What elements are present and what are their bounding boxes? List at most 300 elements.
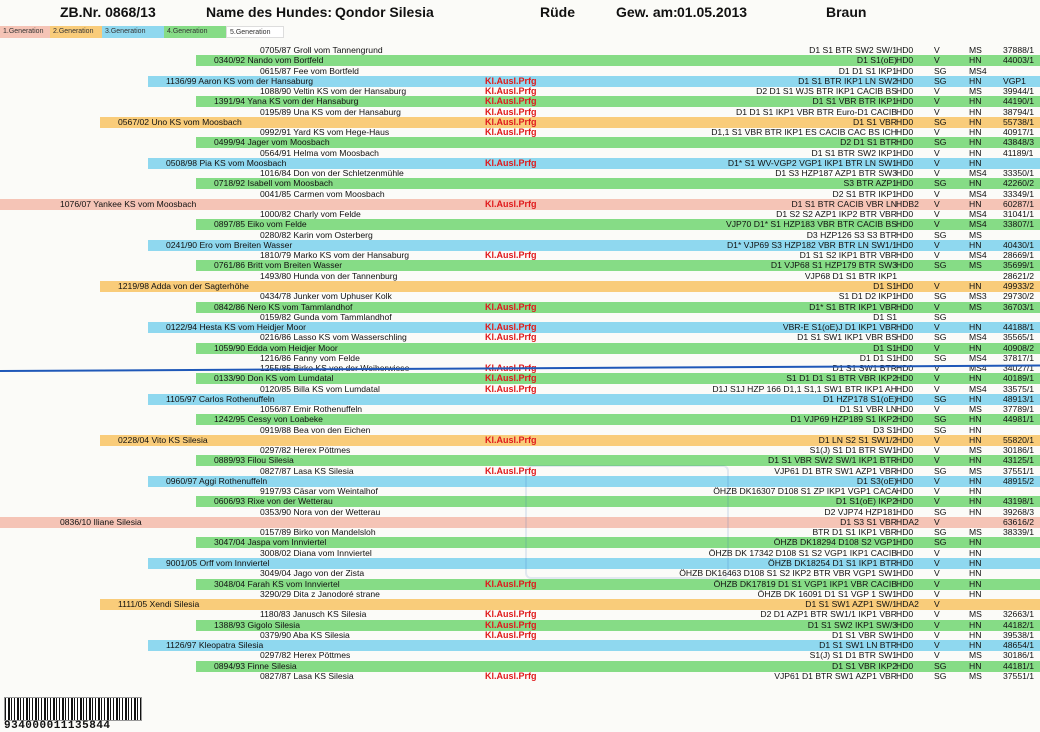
rating-cell: SG — [934, 393, 947, 404]
class-cell: HN — [969, 455, 982, 466]
results-cell: D1 S2 S2 AZP1 IKP2 BTR VBR — [776, 209, 897, 220]
reg-number-cell: 40189/1 — [1003, 373, 1035, 384]
results-cell: D1 S1 BTR SW2 SW/1 — [809, 45, 897, 55]
dog-name-cell: 1059/90 Edda vom Heidjer Moor — [214, 342, 338, 353]
dog-name-cell: 1076/07 Yankee KS vom Moosbach — [60, 198, 197, 209]
pedigree-row — [0, 671, 1040, 682]
reg-number-cell: 39538/1 — [1003, 629, 1035, 640]
dog-name-cell: 0133/90 Don KS vom Lumdatal — [214, 373, 334, 384]
dog-name-cell: 1493/80 Hunda von der Tannenburg — [260, 270, 398, 281]
rating-cell: V — [934, 445, 940, 456]
reg-number-cell: 37789/1 — [1003, 404, 1035, 415]
class-cell: HN — [969, 147, 982, 158]
class-cell: HN — [969, 537, 982, 548]
class-cell: HN — [969, 373, 982, 384]
rating-cell: V — [934, 209, 940, 220]
rating-cell: V — [934, 168, 940, 179]
results-cell: VJP61 D1 BTR SW1 AZP1 VBR — [774, 670, 897, 681]
dog-name-cell: 0340/92 Nando vom Bortfeld — [214, 55, 324, 66]
dog-name-cell: 0297/82 Herex Pöttmes — [260, 650, 351, 661]
dog-name-cell: 0564/91 Helma vom Moosbach — [260, 147, 379, 158]
reg-number-cell: 49933/2 — [1003, 280, 1035, 291]
hd-cell: HD0 — [896, 609, 914, 620]
dog-name-cell: 1388/93 Gigolo Silesia — [214, 619, 300, 630]
dog-name-cell: 0122/94 Hesta KS vom Heidjer Moor — [166, 322, 306, 333]
results-cell: D1,1 S1 VBR BTR IKP1 ES CACIB CAC BS ICH — [711, 127, 897, 138]
results-cell: D1 D1 S1 IKP1 — [838, 65, 897, 76]
hd-cell: HD0 — [896, 332, 914, 343]
class-cell: MS — [969, 229, 982, 240]
legend-gen-1: 1.Generation — [0, 26, 50, 38]
class-cell: HN — [969, 506, 982, 517]
reg-number-cell: 38794/1 — [1003, 106, 1035, 117]
rating-cell: V — [934, 650, 940, 661]
results-cell: VJP70 D1* S1 HZP183 VBR BTR CACIB BS — [726, 219, 897, 230]
dog-name-cell: 0120/85 Billa KS vom Lumdatal — [260, 383, 380, 394]
results-cell: D1 S1(oE) — [856, 55, 897, 66]
reg-number-cell: 39944/1 — [1003, 86, 1035, 97]
rating-cell: SG — [934, 178, 947, 189]
prfg-flag: Kl.Ausl.Prfg — [485, 250, 537, 261]
prfg-flag: Kl.Ausl.Prfg — [485, 116, 537, 127]
results-cell: D1 S1 SW2 IKP1 SW/3 — [807, 619, 897, 630]
class-cell: HN — [969, 660, 982, 671]
class-cell: HN — [969, 75, 982, 86]
rating-cell: V — [934, 55, 940, 66]
dog-name-cell: 0897/85 Eiko vom Felde — [214, 219, 307, 230]
dog-name-cell: 0960/97 Aggi Rothenuffeln — [166, 475, 268, 486]
results-cell: VJP68 D1 S1 BTR IKP1 — [804, 270, 897, 281]
class-cell: MS3 — [969, 291, 987, 302]
results-cell: D1* S1 BTR IKP1 VBR — [809, 301, 897, 312]
rating-cell: V — [934, 86, 940, 97]
results-cell: D1 S1 SW1 IKP1 VBR BS — [797, 332, 897, 343]
rating-cell: V — [934, 198, 940, 209]
hd-cell: HD0 — [896, 75, 914, 86]
hd-cell: HD0 — [896, 96, 914, 107]
results-cell: VBR-E S1(oE)J D1 IKP1 VBR — [782, 322, 897, 333]
dog-name-cell: 1216/86 Fanny vom Felde — [260, 352, 360, 363]
hd-cell: HD0 — [896, 496, 914, 507]
dog-name-cell: 1105/97 Carlos Rothenuffeln — [166, 393, 275, 404]
class-cell: HN — [969, 434, 982, 445]
hd-cell: HD0 — [896, 55, 914, 66]
results-cell: D1 LN S2 S1 SW1/2 — [818, 434, 897, 445]
hd-cell: HD0 — [896, 45, 914, 55]
class-cell: HN — [969, 578, 982, 589]
hd-cell: HDB2 — [896, 198, 919, 209]
rating-cell: V — [934, 475, 940, 486]
dog-name-cell: 0241/90 Ero vom Breiten Wasser — [166, 239, 293, 250]
class-cell: MS4 — [969, 188, 987, 199]
prfg-flag: Kl.Ausl.Prfg — [485, 127, 537, 138]
dog-name-cell: 0827/87 Lasa KS Silesia — [260, 465, 354, 476]
class-cell: HN — [969, 198, 982, 209]
class-cell: HN — [969, 414, 982, 425]
class-cell: HN — [969, 568, 982, 579]
hd-cell: HD0 — [896, 250, 914, 261]
stamp-watermark — [525, 465, 729, 579]
hd-cell: HD0 — [896, 168, 914, 179]
rating-cell: SG — [934, 260, 947, 271]
dog-name-cell: 1111/05 Xendi Silesia — [118, 599, 200, 610]
results-cell: D1 S1 — [873, 311, 897, 322]
hd-cell: HD0 — [896, 383, 914, 394]
dog-name-cell: 0216/86 Lasso KS vom Wasserschling — [260, 332, 407, 343]
coat-color: Braun — [826, 4, 867, 20]
results-cell: D1 S1 SW1 AZP1 SW/1 — [805, 599, 897, 610]
dog-name-cell: 1391/94 Yana KS vom der Hansaburg — [214, 96, 359, 107]
reg-number-cell: 40908/2 — [1003, 342, 1035, 353]
hd-cell: HD0 — [896, 352, 914, 363]
rating-cell: V — [934, 239, 940, 250]
hd-cell: HD0 — [896, 219, 914, 230]
reg-number-cell: 37551/1 — [1003, 465, 1035, 476]
results-cell: D1 D1 S1 IKP1 VBR BTR Euro-D1 CACIB — [736, 106, 897, 117]
rating-cell: V — [934, 578, 940, 589]
hd-cell: HD0 — [896, 537, 914, 548]
class-cell: HN — [969, 496, 982, 507]
reg-number-cell: 28621/2 — [1003, 270, 1035, 281]
class-cell: HN — [969, 640, 982, 651]
rating-cell: V — [934, 147, 940, 158]
results-cell: D1 S1 BTR SW2 IKP1 — [811, 147, 897, 158]
reg-number-cell: 44182/1 — [1003, 619, 1035, 630]
legend-gen-5: 5.Generation — [226, 26, 284, 38]
rating-cell: V — [934, 640, 940, 651]
class-cell: HN — [969, 55, 982, 66]
hd-cell: HD0 — [896, 455, 914, 466]
dog-name-cell: 0718/92 Isabell vom Moosbach — [214, 178, 333, 189]
prfg-flag: Kl.Ausl.Prfg — [485, 373, 537, 384]
dog-name-cell: 0499/94 Jager vom Moosbach — [214, 137, 330, 148]
hd-cell: HD0 — [896, 588, 914, 599]
barcode-number: 934000011135844 — [4, 720, 111, 732]
results-cell: D1 D1 S1 — [859, 352, 897, 363]
class-cell: HN — [969, 486, 982, 497]
reg-number-cell: 63616/2 — [1003, 516, 1035, 527]
rating-cell: V — [934, 558, 940, 568]
class-cell: MS4 — [969, 168, 987, 179]
results-cell: D1 S1 — [873, 280, 897, 291]
rating-cell: V — [934, 599, 940, 610]
class-cell: HN — [969, 106, 982, 117]
class-cell: HN — [969, 475, 982, 486]
results-cell: D1 S1 VBR SW1 — [832, 629, 897, 640]
rating-cell: SG — [934, 465, 947, 476]
reg-number-cell: 32663/1 — [1003, 609, 1035, 620]
dog-name-cell: 0508/98 Pia KS vom Moosbach — [166, 157, 287, 168]
rating-cell: SG — [934, 116, 947, 127]
dog-name-cell: 0836/10 Iliane Silesia — [60, 516, 142, 527]
hd-cell: HD0 — [896, 629, 914, 640]
hd-cell: HD0 — [896, 178, 914, 189]
class-cell: MS — [969, 527, 982, 538]
rating-cell: V — [934, 127, 940, 138]
rating-cell: V — [934, 322, 940, 333]
legend-gen-2: 2.Generation — [50, 26, 102, 38]
reg-number-cell: 31041/1 — [1003, 209, 1035, 220]
prfg-flag: Kl.Ausl.Prfg — [485, 198, 537, 209]
hd-cell: HD0 — [896, 475, 914, 486]
results-cell: D2 S1 BTR IKP1 — [832, 188, 897, 199]
results-cell: D1 VJP68 S1 HZP179 BTR SW3 — [770, 260, 897, 271]
prfg-flag: Kl.Ausl.Prfg — [485, 434, 537, 445]
reg-number-cell: 33350/1 — [1003, 168, 1035, 179]
rating-cell: V — [934, 496, 940, 507]
rating-cell: SG — [934, 414, 947, 425]
results-cell: ÖHZB DK16463 D108 S1 S2 IKP2 BTR VBR VGP1 SW1 — [679, 568, 897, 579]
rating-cell: V — [934, 106, 940, 117]
hd-cell: HD0 — [896, 209, 914, 220]
results-cell: D1 HZP178 S1(oE) — [822, 393, 897, 404]
legend-gen-3: 3.Generation — [102, 26, 164, 38]
reg-number-cell: 30186/1 — [1003, 445, 1035, 456]
results-cell: ÖHZB DK 16091 D1 S1 VGP 1 SW1 — [757, 588, 897, 599]
rating-cell: V — [934, 157, 940, 168]
results-cell: D1* S1 WV-VGP2 VGP1 IKP1 BTR LN SW1 — [727, 157, 897, 168]
hd-cell: HD0 — [896, 506, 914, 517]
results-cell: D1 S1 SW1 BTR — [832, 363, 897, 374]
reg-number-cell: 36703/1 — [1003, 301, 1035, 312]
reg-number-cell: 48913/1 — [1003, 393, 1035, 404]
reg-number-cell: 44188/1 — [1003, 322, 1035, 333]
class-cell: MS — [969, 301, 982, 312]
dog-name-cell: 0842/86 Nero KS vom Tammlandhof — [214, 301, 353, 312]
prfg-flag: Kl.Ausl.Prfg — [485, 301, 537, 312]
rating-cell: V — [934, 280, 940, 291]
rating-cell: V — [934, 219, 940, 230]
rating-cell: SG — [934, 506, 947, 517]
prfg-flag: Kl.Ausl.Prfg — [485, 465, 537, 476]
reg-number-cell: 44981/1 — [1003, 414, 1035, 425]
class-cell: MS — [969, 404, 982, 415]
results-cell: D1 S1 BTR CACIB VBR LN — [791, 198, 897, 209]
class-cell: MS — [969, 465, 982, 476]
class-cell: HN — [969, 178, 982, 189]
dog-name-cell: 1088/90 Veltin KS vom der Hansaburg — [260, 86, 407, 97]
hd-cell: HD0 — [896, 547, 914, 558]
dog-name-cell: 0606/93 Rixe von der Wetterau — [214, 496, 333, 507]
results-cell: VJP61 D1 BTR SW1 AZP1 VBR — [774, 465, 897, 476]
dog-name-cell: 3049/04 Jago von der Zista — [260, 568, 365, 579]
hd-cell: HD0 — [896, 619, 914, 630]
rating-cell: V — [934, 486, 940, 497]
hd-cell: HD0 — [896, 393, 914, 404]
reg-number-cell: 33575/1 — [1003, 383, 1035, 394]
results-cell: D1 VJP69 HZP189 S1 IKP2 — [790, 414, 897, 425]
rating-cell: SG — [934, 537, 947, 548]
hd-cell: HD0 — [896, 373, 914, 384]
rating-cell: V — [934, 609, 940, 620]
hd-cell: HD0 — [896, 86, 914, 97]
results-cell: S1(J) S1 D1 BTR SW1 — [809, 650, 897, 661]
results-cell: S1(J) S1 D1 BTR SW1 — [809, 445, 897, 456]
prfg-flag: Kl.Ausl.Prfg — [485, 609, 537, 620]
rating-cell: SG — [934, 291, 947, 302]
results-cell: D3 S1 — [873, 424, 897, 435]
results-cell: D1 S1(oE) IKP2 — [835, 496, 897, 507]
sex: Rüde — [540, 4, 575, 20]
hd-cell: HD0 — [896, 568, 914, 579]
class-cell: MS4 — [969, 65, 987, 76]
dog-name-cell: 0827/87 Lasa KS Silesia — [260, 670, 354, 681]
dog-name-cell: 0228/04 Vito KS Silesia — [118, 434, 208, 445]
dog-name-cell: 3048/04 Farah KS vom Innviertel — [214, 578, 340, 589]
hd-cell: HDA2 — [896, 516, 919, 527]
hd-cell: HD0 — [896, 424, 914, 435]
reg-number-cell: 44003/1 — [1003, 55, 1035, 66]
hd-cell: HD0 — [896, 465, 914, 476]
hd-cell: HD0 — [896, 157, 914, 168]
results-cell: ÖHZB DK18294 D108 S2 VGP1 — [773, 537, 897, 548]
hd-cell: HD0 — [896, 434, 914, 445]
hd-cell: HD0 — [896, 116, 914, 127]
reg-number-cell: 43125/1 — [1003, 455, 1035, 466]
dog-name-cell: 0992/91 Yard KS vom Hege-Haus — [260, 127, 390, 138]
prfg-flag: Kl.Ausl.Prfg — [485, 86, 537, 97]
results-cell: D1 S3 HZP187 AZP1 BTR SW3 — [775, 168, 897, 179]
dog-name-cell: 0159/82 Gunda vom Tammlandhof — [260, 311, 392, 322]
whelped-label: Gew. am: — [616, 4, 678, 20]
dog-name-cell: 0157/89 Birko von Mandelsloh — [260, 527, 376, 538]
class-cell: HN — [969, 342, 982, 353]
rating-cell: V — [934, 342, 940, 353]
generation-legend — [0, 26, 284, 38]
class-cell: HN — [969, 322, 982, 333]
reg-number-cell: 30186/1 — [1003, 650, 1035, 661]
rating-cell: V — [934, 188, 940, 199]
results-cell: S1 D1 D1 S1 BTR VBR IKP2 — [786, 373, 897, 384]
reg-number-cell: 40917/1 — [1003, 127, 1035, 138]
rating-cell: V — [934, 301, 940, 312]
class-cell: HN — [969, 558, 982, 568]
class-cell: HN — [969, 127, 982, 138]
dog-name-cell: 3008/02 Diana vom Innviertel — [260, 547, 372, 558]
dog-name-cell: 0919/88 Bea von den Eichen — [260, 424, 371, 435]
class-cell: HN — [969, 116, 982, 127]
class-cell: MS — [969, 86, 982, 97]
class-cell: HN — [969, 393, 982, 404]
class-cell: MS4 — [969, 219, 987, 230]
results-cell: D2 D1 AZP1 BTR SW1/1 IKP1 VBR — [760, 609, 897, 620]
reg-number-cell: 43198/1 — [1003, 496, 1035, 507]
dog-name-cell: 0379/90 Aba KS Silesia — [260, 629, 350, 640]
hd-cell: HD0 — [896, 301, 914, 312]
class-cell: MS — [969, 609, 982, 620]
reg-number-cell: 55738/1 — [1003, 116, 1035, 127]
hd-cell: HD0 — [896, 578, 914, 589]
prfg-flag: Kl.Ausl.Prfg — [485, 629, 537, 640]
class-cell: HN — [969, 239, 982, 250]
results-cell: D1 S1 SW1 LN BTR — [819, 640, 897, 651]
hd-cell: HD0 — [896, 527, 914, 538]
hd-cell: HD0 — [896, 670, 914, 681]
hd-cell: HD0 — [896, 660, 914, 671]
results-cell: D1 S3 S1 VBR — [840, 516, 897, 527]
rating-cell: V — [934, 434, 940, 445]
prfg-flag: Kl.Ausl.Prfg — [485, 157, 537, 168]
rating-cell: SG — [934, 311, 947, 322]
results-cell: ÖHZB DK 17342 D108 S1 S2 VGP1 IKP1 CACIB — [708, 547, 897, 558]
prfg-flag: Kl.Ausl.Prfg — [485, 383, 537, 394]
prfg-flag: Kl.Ausl.Prfg — [485, 96, 537, 107]
dog-name-cell: 0195/89 Una KS vom der Hansaburg — [260, 106, 401, 117]
reg-number-cell: 28669/1 — [1003, 250, 1035, 261]
hd-cell: HD0 — [896, 486, 914, 497]
reg-number-cell: 48915/2 — [1003, 475, 1035, 486]
results-cell: D2 D1 S1 WJS BTR IKP1 CACIB BS — [756, 86, 897, 97]
hd-cell: HD0 — [896, 342, 914, 353]
rating-cell: SG — [934, 229, 947, 240]
reg-number-cell: 44181/1 — [1003, 660, 1035, 671]
hd-cell: HD0 — [896, 188, 914, 199]
whelped-date: 01.05.2013 — [677, 4, 748, 20]
class-cell: MS4 — [969, 332, 987, 343]
dog-name-cell: 3047/04 Jaspa vom Innviertel — [214, 537, 327, 548]
class-cell: HN — [969, 280, 982, 291]
class-cell: MS4 — [969, 250, 987, 261]
dog-name: Qondor Silesia — [335, 4, 434, 20]
reg-number-cell: 37817/1 — [1003, 352, 1035, 363]
rating-cell: V — [934, 404, 940, 415]
results-cell: D1 S1 VBR SW2 SW/1 IKP1 BTR — [768, 455, 897, 466]
results-cell: D1 S1 BTR IKP1 LN SW2 — [798, 75, 897, 86]
dog-name-cell: 1180/83 Janusch KS Silesia — [260, 609, 367, 620]
hd-cell: HDA2 — [896, 599, 919, 610]
dog-name-cell: 0894/93 Finne Silesia — [214, 660, 297, 671]
class-cell: MS4 — [969, 383, 987, 394]
rating-cell: V — [934, 455, 940, 466]
rating-cell: V — [934, 629, 940, 640]
class-cell: HN — [969, 588, 982, 599]
dog-name-cell: 0297/82 Herex Pöttmes — [260, 445, 351, 456]
rating-cell: SG — [934, 352, 947, 363]
hd-cell: HD0 — [896, 363, 914, 374]
rating-cell: V — [934, 619, 940, 630]
hd-cell: HD0 — [896, 127, 914, 138]
hd-cell: HD0 — [896, 414, 914, 425]
class-cell: MS4 — [969, 352, 987, 363]
hd-cell: HD0 — [896, 650, 914, 661]
class-cell: HN — [969, 137, 982, 148]
results-cell: ÖHZB DK17819 D1 S1 VGP1 IKP1 VBR CACIB — [713, 578, 897, 589]
reg-number-cell: 40430/1 — [1003, 239, 1035, 250]
class-cell: MS — [969, 670, 982, 681]
class-cell: HN — [969, 424, 982, 435]
class-cell: MS — [969, 650, 982, 661]
results-cell: D2 D1 S1 BTR — [840, 137, 897, 148]
results-cell: BTR D1 S1 IKP1 VBR — [812, 527, 897, 538]
rating-cell: SG — [934, 75, 947, 86]
rating-cell: V — [934, 250, 940, 261]
reg-number-cell: 43848/3 — [1003, 137, 1035, 148]
class-cell: HN — [969, 619, 982, 630]
reg-number-cell: 33807/1 — [1003, 219, 1035, 230]
rating-cell: SG — [934, 332, 947, 343]
barcode — [4, 697, 142, 721]
reg-number-cell: 37888/1 — [1003, 45, 1035, 55]
hd-cell: HD0 — [896, 280, 914, 291]
dog-name-cell: 0434/78 Junker vom Uphuser Kolk — [260, 291, 392, 302]
class-cell: HN — [969, 547, 982, 558]
dog-name-cell: 1136/99 Aaron KS vom der Hansaburg — [166, 75, 313, 86]
dog-name-cell: 1219/98 Adda von der Sagterhöhe — [118, 280, 249, 291]
rating-cell: SG — [934, 670, 947, 681]
results-cell: D1 S1 VBR — [853, 116, 897, 127]
results-cell: D2 VJP74 HZP181 — [824, 506, 897, 517]
dog-name-cell: 1056/87 Emir Rothenuffeln — [260, 404, 363, 415]
